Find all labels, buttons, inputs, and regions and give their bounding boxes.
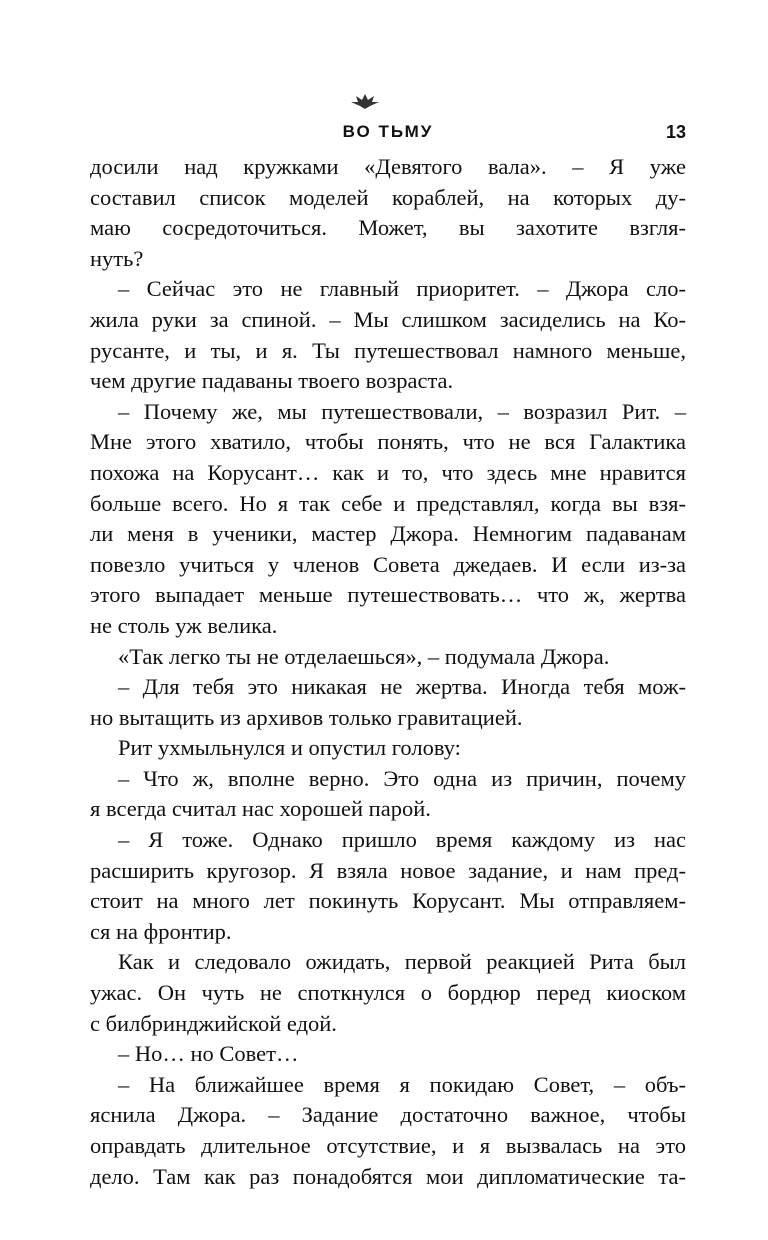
text-line: расширить кругозор. Я взяла новое задание, и нам пред- <box>90 857 686 883</box>
text-line: Рит ухмыльнулся и опустил голову: <box>118 735 461 761</box>
text-line: оправдать длительное отсутствие, и я вызвалась на это <box>90 1133 686 1158</box>
text-line: Мне этого хватило, чтобы понять, что не вся Галактика <box>90 429 686 455</box>
text-line: – Почему же, мы путешествовали, – возразил Рит. – <box>118 398 686 424</box>
text-line: ужас. Он чуть не споткнулся о бордюр перед киоском <box>90 980 686 1006</box>
text-line: не столь уж велика. <box>90 612 278 638</box>
text-line: этого выпадает меньше путешествовать… что ж, жертва <box>90 582 686 608</box>
text-line: но вытащить из архивов только гравитацией. <box>90 704 523 730</box>
text-line: досили над кружками «Девятого вала». – Я уже <box>90 154 686 179</box>
text-line: ли меня в ученики, мастер Джора. Немногим падаванам <box>90 521 686 547</box>
text-line: составил список моделей кораблей, на которых ду- <box>90 184 686 210</box>
text-line: маю сосредоточиться. Может, вы захотите взгля- <box>90 215 686 241</box>
ornament-icon <box>350 92 380 110</box>
text-line: чем другие падаваны твоего возраста. <box>90 368 454 394</box>
text-line: яснила Джора. – Задание достаточно важное, чтобы <box>90 1102 686 1128</box>
text-line: стоит на много лет покинуть Корусант. Мы отправляем- <box>90 888 686 914</box>
text-line: я всегда считал нас хорошей парой. <box>90 796 431 822</box>
text-line: «Так легко ты не отделаешься», – подумала Джора. <box>118 643 610 669</box>
text-line: ся на фронтир. <box>90 918 232 944</box>
text-line: – Для тебя это никакая не жертва. Иногда тебя мож- <box>118 674 686 700</box>
text-line: с билбринджийской едой. <box>90 1010 337 1036</box>
text-line: повезло учиться у членов Совета джедаев. И если из-за <box>90 551 686 577</box>
text-line: – Я тоже. Однако пришло время каждому из нас <box>118 827 686 853</box>
text-line: Как и следовало ожидать, первой реакцией Рита был <box>118 949 686 975</box>
running-head <box>90 120 686 144</box>
text-line: дело. Там как раз понадобятся мои дипломатические та- <box>90 1163 686 1189</box>
text-line: похожа на Корусант… как и то, что здесь мне нравится <box>90 459 686 485</box>
running-title: ВО ТЬМУ <box>342 122 434 141</box>
text-line: больше всего. Но я так себе и представлял, когда вы взя- <box>90 490 686 516</box>
text-line: – На ближайшее время я покидаю Совет, – объ- <box>118 1071 686 1097</box>
text-line: нуть? <box>90 245 144 271</box>
text-line: – Но… но Совет… <box>118 1041 299 1067</box>
body-text <box>90 152 686 1192</box>
text-line: русанте, и ты, и я. Ты путешествовал намного меньше, <box>90 337 686 363</box>
text-line: жила руки за спиной. – Мы слишком засиделись на Ко- <box>90 306 686 332</box>
page-number: 13 <box>665 122 686 142</box>
text-line: – Что ж, вполне верно. Это одна из причин, почему <box>118 765 686 791</box>
text-line: – Сейчас это не главный приоритет. – Джора сло- <box>118 276 686 302</box>
